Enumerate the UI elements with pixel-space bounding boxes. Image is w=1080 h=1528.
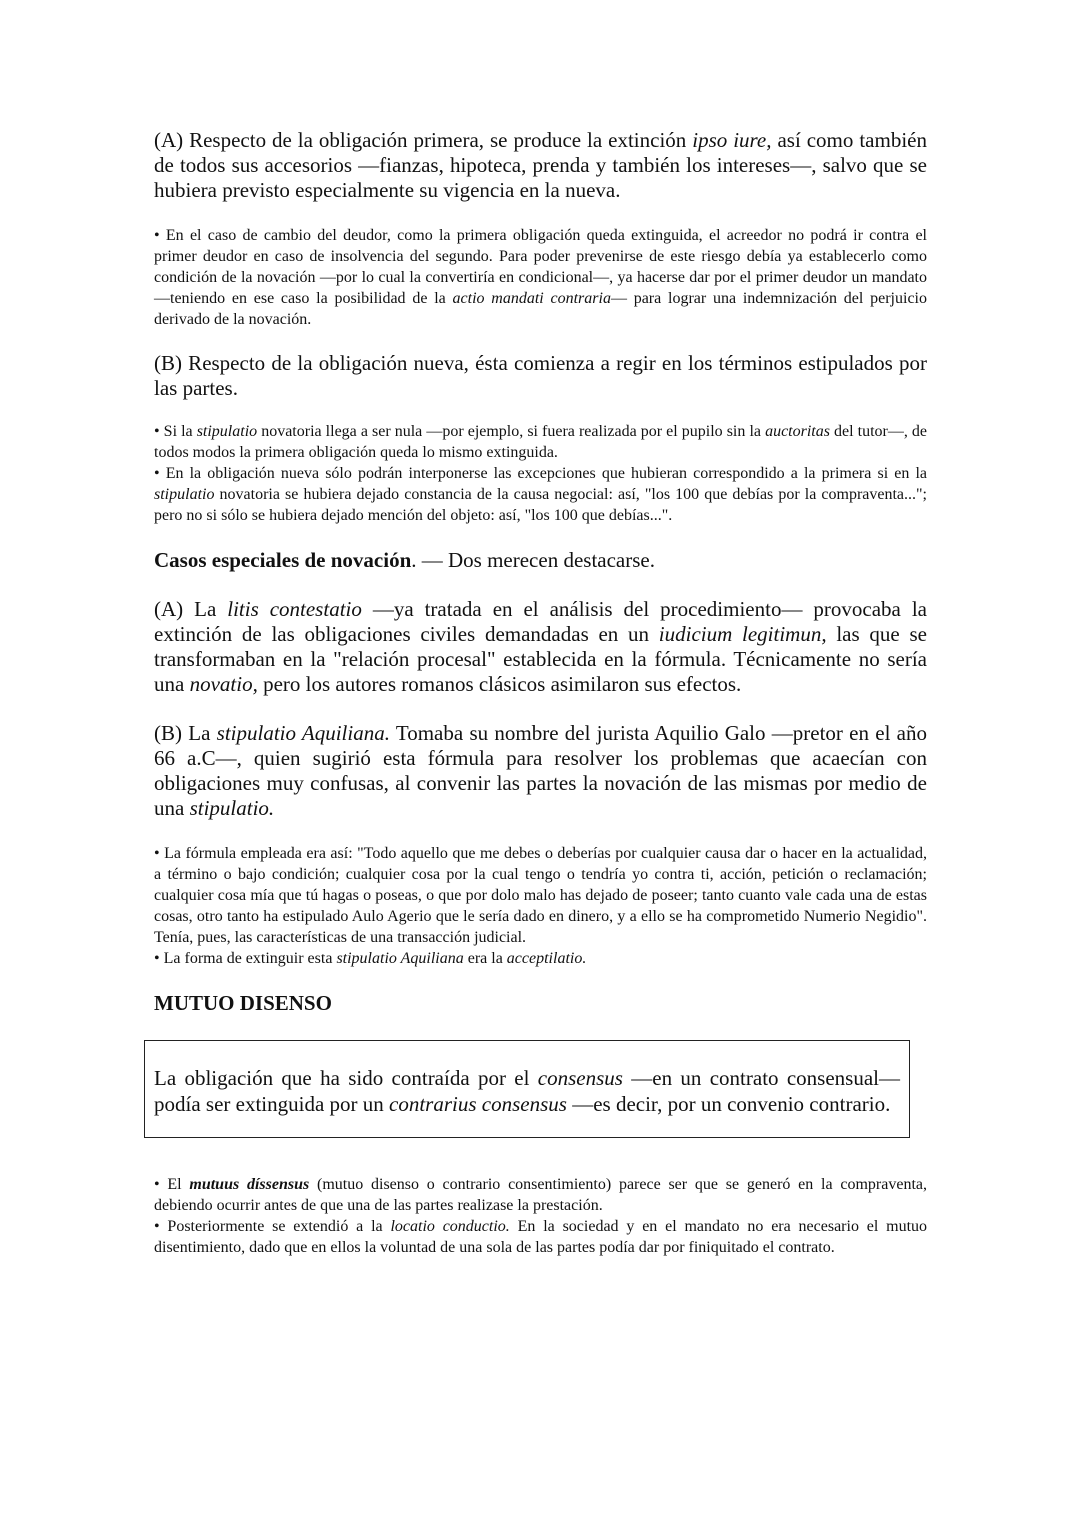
text: —es decir, por un convenio contrario. (566, 1092, 891, 1116)
bullet-icon: • (154, 1176, 160, 1193)
paragraph-stipulatio-aquiliana (154, 721, 927, 821)
bullet-icon: • (154, 1218, 160, 1235)
note-excepciones (154, 463, 927, 526)
text: —ya tratada en el análisis del procedimiento— provocaba la extinción de las obligaciones civiles demandadas en un (154, 597, 927, 646)
text: La fórmula empleada era así: "Todo aquello que me debes o deberías por cualquier causa dar o hacer en la actualidad, a término o bajo condición; cualquier cosa por la cual tengo o tendría yo contra ti, acción, petición o reclamación; cualquier cosa mía que tú hagas o poseas, o que por dolo malo has dejado de poseer; tanto cuanto vale cada una de estas cosas, otro tanto ha estipulado Aulo Agerio que le sería dado en dinero, y a ello se ha comprometido Numerio Negidio". Tenía, pues, las características de una transacción judicial. (154, 845, 927, 946)
text: — para lograr una indemnización del perjuicio derivado de la novación. (154, 290, 927, 328)
text: novatoria se hubiera dejado constancia de la causa negocial: así, "los 100 que debías por la compraventa..."; pero no si sólo se hubiera dejado mención del objeto: así, "los 100 que debías...". (154, 486, 927, 524)
definition-box (144, 1040, 910, 1138)
italic-term: stipulatio (154, 486, 215, 503)
italic-term: contrarius consensus (389, 1092, 567, 1116)
italic-term: litis contestatio (227, 597, 362, 621)
bold-heading: Casos especiales de novación (154, 548, 412, 572)
note-stipulatio-nula (154, 421, 927, 463)
document-page (154, 128, 927, 1258)
note-locatio-conductio (154, 1216, 927, 1258)
paragraph-litis-contestatio (154, 597, 927, 697)
section-title-mutuo-disenso: MUTUO DISENSO (154, 991, 332, 1015)
text: (B) Respecto de la obligación nueva, ésta comienza a regir en los términos estipulados por las partes. (154, 351, 927, 400)
italic-term: iudicium legitimun, (658, 622, 827, 646)
bullet-icon: • (154, 423, 160, 440)
italic-term: auctoritas (765, 423, 830, 440)
italic-term: stipulatio. (189, 796, 275, 820)
text: La obligación que ha sido contraída por el (154, 1066, 538, 1090)
notes-stipulatio-aquiliana (154, 843, 927, 969)
italic-term: acceptilatio. (506, 950, 587, 967)
text: Si la (159, 423, 197, 440)
paragraph-a-primera (154, 128, 927, 203)
text: era la (463, 950, 507, 967)
text: (A) La (154, 597, 228, 621)
italic-term: stipulatio Aquiliana (336, 950, 464, 967)
italic-term: stipulatio Aquiliana. (216, 721, 390, 745)
note-cambio-deudor (154, 225, 927, 330)
italic-term: actio mandati contraria (452, 290, 611, 307)
italic-term: stipulatio (196, 423, 258, 440)
bold-italic-term: mutuus díssensus (189, 1176, 310, 1193)
text: El (159, 1176, 190, 1193)
heading-casos-especiales (154, 548, 927, 573)
notes-mutuo-disenso (154, 1174, 927, 1258)
text: las que se transformaban en la "relación procesal" establecida en la fórmula. Técnicamente no sería una (154, 622, 927, 696)
text: En el caso de cambio del deudor, como la primera obligación queda extinguida, el acreedor no podrá ir contra el primer deudor en caso de insolvencia del segundo. Para poder prevenirse de este riesgo debía ya establecerlo como condición de la novación —por lo cual la convertiría en condicional—, ya hacerse dar por el primer deudor un mandato —teniendo en ese caso la posibilidad de la (154, 227, 927, 307)
text: (mutuo disenso o contrario consentimiento) parece ser que se generó en la compraventa, debiendo ocurrir antes de que una de las partes realizase la prestación. (154, 1176, 928, 1214)
text: En la obligación nueva sólo podrán interponerse las excepciones que hubieran correspondido a la primera si en la (159, 465, 927, 482)
bullet-icon: • (154, 950, 160, 967)
bullet-icon: • (154, 465, 160, 482)
text: (B) La (154, 721, 217, 745)
text: pero los autores romanos clásicos asimilaron sus efectos. (257, 672, 742, 696)
notes-obligacion-nueva (154, 421, 927, 526)
paragraph-b-nueva (154, 351, 927, 401)
italic-term: novatio, (189, 672, 258, 696)
text: así como también de todos sus accesorios —fianzas, hipoteca, prenda y también los intereses—, salvo que se hubiera previsto especialmente su vigencia en la nueva. (154, 128, 927, 202)
text: La forma de extinguir esta (159, 950, 337, 967)
text: novatoria llega a ser nula —por ejemplo, si fuera realizada por el pupilo sin la (257, 423, 766, 440)
text: Posteriormente se extendió a la (159, 1218, 391, 1235)
note-acceptilatio (154, 948, 927, 969)
italic-term: consensus (537, 1066, 623, 1090)
text: —en un contrato consensual— podía ser extinguida por un (154, 1066, 900, 1116)
italic-term: locatio conductio. (390, 1218, 510, 1235)
text: Tomaba su nombre del jurista Aquilio Galo —pretor en el año 66 a.C—, quien sugirió esta fórmula para resolver los problemas que acaecían con obligaciones muy confusas, al convenir las partes la novación de las mismas por medio de una (154, 721, 927, 820)
bullet-icon: • (154, 227, 160, 244)
text: En la sociedad y en el mandato no era necesario el mutuo disentimiento, dado que en ellos la voluntad de una sola de las partes podía dar por finiquitado el contrato. (154, 1218, 928, 1256)
text: . — Dos merecen destacarse. (411, 548, 655, 572)
bullet-icon: • (154, 845, 160, 862)
note-formula (154, 843, 927, 948)
note-mutuus-dissensus (154, 1174, 927, 1216)
text: (A) Respecto de la obligación primera, se produce la extinción (154, 128, 693, 152)
definition-text (154, 1065, 900, 1117)
italic-term: ipso iure, (692, 128, 772, 152)
text: del tutor—, de todos modos la primera obligación queda lo mismo extinguida. (154, 423, 928, 461)
